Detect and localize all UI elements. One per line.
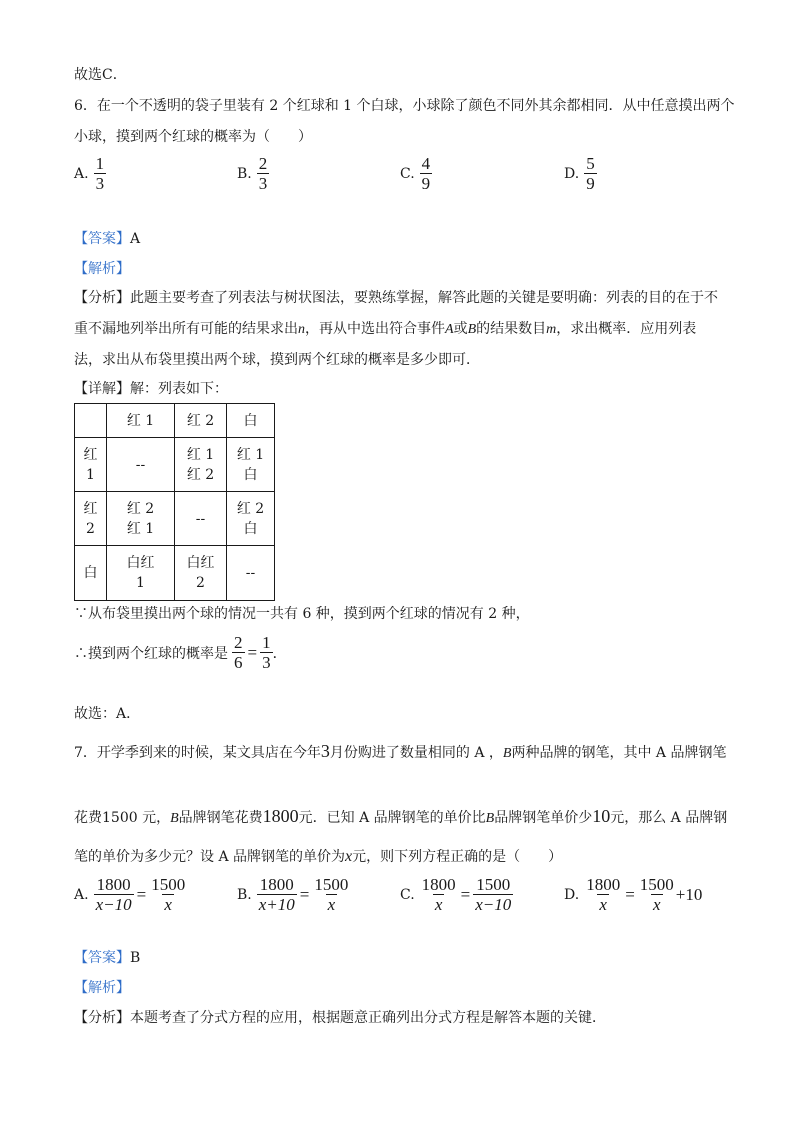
option-label: D. — [564, 886, 580, 903]
q6-fenxi-line3: 法，求出从布袋里摸出两个球，摸到两个红球的概率是多少即可． — [74, 352, 480, 368]
q7-stem-line3 — [74, 846, 562, 866]
fraction — [638, 875, 676, 914]
fenxi-text: ，求出概率．应用列表 — [556, 321, 697, 337]
fenxi-text: ，再从中选出符合事件 — [305, 321, 445, 337]
q7-option-c — [400, 875, 513, 914]
q6-option-c — [400, 154, 432, 193]
fenxi-text: 重不漏地列举出所有可能的结果求出 — [74, 321, 298, 337]
table-cell: 白红 2 — [175, 546, 227, 601]
denominator: x — [599, 895, 607, 914]
number-10: 10 — [592, 806, 611, 826]
option-label: B. — [237, 165, 252, 182]
numerator: 5 — [586, 154, 595, 173]
numerator: 1800 — [259, 875, 294, 894]
denominator: x−10 — [475, 895, 512, 914]
variable-a: A — [445, 322, 454, 337]
fraction — [584, 875, 622, 914]
equals-sign: = — [299, 884, 310, 904]
number-1800: 1800 — [262, 806, 299, 826]
cell-text: -- — [195, 510, 206, 527]
table-cell: 白 — [227, 404, 275, 438]
period: ． — [272, 645, 287, 662]
denominator: 6 — [234, 653, 243, 672]
numerator: 1 — [262, 633, 271, 652]
option-label: D. — [564, 165, 580, 182]
fenxi-text: 的结果数目 — [476, 321, 547, 337]
stem-text: 花费1500 元， — [74, 810, 171, 826]
denominator: 9 — [421, 174, 431, 193]
stem-text: 品牌钢笔单价少 — [494, 810, 593, 826]
cell-text: -- — [245, 565, 256, 581]
stem-text: 月份购进了数量相同的 A ， — [329, 745, 503, 761]
option-label: A. — [74, 165, 89, 182]
fenxi-text: 或 — [453, 321, 468, 337]
fraction — [312, 875, 350, 914]
denominator: x — [164, 895, 172, 914]
table-cell: 白红 1 — [107, 546, 175, 601]
table-cell — [175, 492, 227, 546]
fenxi-tag: 【分析】 — [74, 290, 130, 306]
probability-list-table — [74, 403, 275, 601]
equals-sign: = — [460, 884, 471, 904]
detail-tag: 【详解】 — [74, 381, 130, 397]
numerator: 1500 — [314, 875, 349, 894]
variable-b: B — [502, 746, 512, 761]
stem-text: 元，则下列方程正确的是（ ） — [352, 849, 563, 865]
previous-conclusion: 故选C． — [74, 67, 127, 83]
q7-stem-line2 — [74, 806, 727, 827]
table-cell: 红 1 红 2 — [175, 438, 227, 492]
fraction — [473, 875, 513, 914]
numerator: 1500 — [639, 875, 674, 894]
table-cell: 红 2 — [75, 492, 107, 546]
q6-conclusion: 故选：A． — [74, 706, 141, 722]
fenxi-text: 此题主要考查了列表法与树状图法，要熟练掌握，解答此题的关键是要明确：列表的目的在于不 — [130, 290, 718, 306]
q6-option-a — [74, 154, 106, 193]
q7-fenxi-line — [74, 1007, 606, 1027]
fraction — [257, 875, 297, 914]
table-row — [75, 492, 275, 546]
q7-option-b — [237, 875, 350, 914]
table-row — [75, 546, 275, 601]
q6-analysis-tag: 【解析】 — [74, 261, 130, 277]
equals-sign: = — [625, 884, 635, 904]
numerator: 1500 — [476, 875, 511, 894]
denominator: x — [327, 895, 336, 914]
fraction — [420, 875, 458, 914]
q7-option-a — [74, 875, 187, 914]
q7-option-d — [564, 875, 702, 914]
q6-fenxi-line2 — [74, 318, 696, 338]
table-cell: 红 1 白 — [227, 438, 275, 492]
denominator: x — [653, 895, 661, 914]
answer-value: B — [130, 950, 141, 966]
numerator: 4 — [421, 154, 431, 173]
fraction — [149, 875, 187, 914]
cell-text: -- — [135, 456, 146, 473]
fraction — [420, 154, 433, 193]
table-cell: 红 2 白 — [227, 492, 275, 546]
fraction — [260, 633, 273, 672]
variable-n: n — [298, 322, 305, 337]
option-label: C. — [400, 165, 415, 182]
stem-text: 品牌钢笔花费 — [178, 810, 263, 826]
fraction — [232, 633, 245, 672]
fraction — [584, 154, 597, 193]
table-cell: 红 2 红 1 — [107, 492, 175, 546]
table-row — [75, 404, 275, 438]
variable-b: B — [467, 322, 477, 337]
table-cell — [75, 546, 107, 601]
stem-text: 7．开学季到来的时候，某文具店在今年 — [74, 745, 321, 761]
table-cell: 红 1 — [75, 438, 107, 492]
fraction — [257, 154, 270, 193]
denominator: 3 — [258, 174, 268, 193]
numerator: 1 — [95, 154, 105, 173]
q6-stem-line1: 6．在一个不透明的袋子里装有 2 个红球和 1 个白球，小球除了颜色不同外其余都相同．从中任意摸出两个 — [74, 98, 735, 114]
table-cell: 红 1 — [107, 404, 175, 438]
equals-sign: = — [247, 642, 258, 662]
table-cell — [227, 546, 275, 601]
option-label: A. — [74, 886, 89, 903]
option-label: C. — [400, 886, 415, 903]
q6-therefore-line — [74, 633, 287, 672]
number-3: 3 — [320, 741, 330, 761]
fenxi-text: 本题考查了分式方程的应用，根据题意正确列出分式方程是解答本题的关键． — [130, 1010, 606, 1026]
table-cell: 红 2 — [175, 404, 227, 438]
numerator: 1800 — [586, 875, 621, 894]
q7-analysis-tag: 【解析】 — [74, 980, 130, 996]
variable-m: m — [546, 322, 557, 337]
q6-answer-line — [74, 228, 140, 248]
numerator: 1800 — [96, 875, 131, 894]
q6-fenxi-line1 — [74, 287, 718, 307]
therefore-text: ∴摸到两个红球的概率是 — [74, 645, 228, 662]
q6-option-b — [237, 154, 269, 193]
stem-text: 元，那么 A 品牌钢 — [610, 810, 728, 826]
table-row — [75, 438, 275, 492]
numerator: 2 — [258, 154, 268, 173]
denominator: x — [434, 895, 443, 914]
q6-detail-line — [74, 378, 228, 398]
plus-ten: +10 — [675, 884, 703, 904]
answer-value: A — [130, 231, 141, 247]
q6-since-line: ∵从布袋里摸出两个球的情况一共有 6 种，摸到两个红球的情况有 2 种， — [74, 606, 530, 622]
denominator: 3 — [262, 653, 271, 672]
stem-text: 元．已知 A 品牌钢笔的单价比 — [298, 810, 486, 826]
stem-text: 笔的单价为多少元？设 A 品牌钢笔的单价为 — [74, 849, 346, 865]
answer-tag: 【答案】 — [74, 231, 130, 247]
stem-text: 两种品牌的钢笔，其中 A 品牌钢笔 — [511, 745, 727, 761]
cell-text: 白 — [83, 565, 98, 581]
detail-text: 解：列表如下： — [130, 381, 228, 397]
fraction — [94, 154, 107, 193]
variable-x: x — [345, 848, 353, 865]
table-cell — [75, 404, 107, 438]
numerator: 2 — [234, 633, 243, 652]
variable-b: B — [485, 811, 495, 826]
answer-tag: 【答案】 — [74, 950, 130, 966]
q7-answer-line — [74, 947, 140, 967]
q6-stem-line2: 小球，摸到两个红球的概率为（ ） — [74, 129, 312, 145]
numerator: 1500 — [151, 875, 186, 894]
numerator: 1800 — [421, 875, 456, 894]
denominator: 3 — [95, 174, 105, 193]
table-cell — [107, 438, 175, 492]
variable-b: B — [170, 811, 179, 826]
option-label: B. — [237, 886, 252, 903]
equals-sign: = — [136, 884, 147, 904]
denominator: x−10 — [95, 895, 132, 914]
denominator: 9 — [586, 174, 595, 193]
fenxi-tag: 【分析】 — [74, 1010, 130, 1026]
denominator: x+10 — [258, 895, 295, 914]
fraction — [94, 875, 134, 914]
q6-option-d — [564, 154, 597, 193]
q7-stem-line1 — [74, 741, 727, 762]
